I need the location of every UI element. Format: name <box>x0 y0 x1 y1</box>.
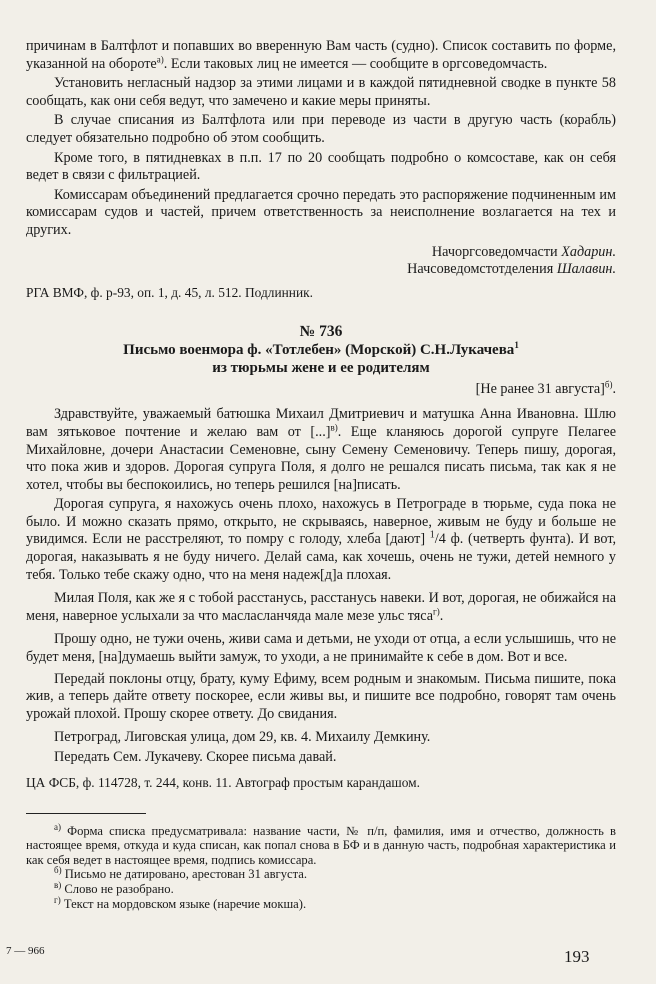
archive-source-2: ЦА ФСБ, ф. 114728, т. 244, конв. 11. Автограф простым карандашом. <box>26 774 421 790</box>
letter-paragraph-4: Прошу одно, не тужи очень, живи сама и детьми, не уходи от отца, а если услышишь, что не будет меня, [на]думаешь выйти замуж, то уходи, а не принимайте к себе в дом. Вот и все. <box>26 631 616 666</box>
signature-1: Начоргсоведомчасти Хадарин. <box>431 243 616 260</box>
footnote-a: $^{а)}$ Форма списка предусматривала: название части, № п/п, фамилия, имя и отчество, должность в настоящее время, откуда и куда списан, как попал снова в БФ и в данную часть, подробная характеристика и как себя ведет в настоящее время, подпись комиссара. <box>26 821 616 867</box>
document-date: [Не ранее 31 августа]$^{б)}$. <box>475 378 616 397</box>
signature-2: Начсоведомстотделения Шалавин. <box>407 261 616 278</box>
top-paragraph-3: В случае списания из Балтфлота или при переводе из части в другую часть (корабль) следует обязательно подробно об этом сообщить. <box>26 112 616 146</box>
letter-paragraph-5: Передай поклоны отцу, брату, куму Ефиму, всем родным и знакомым. Письма пишите, пока жив, а теперь дайте ответу поскорее, если живы вы, и пишите все подробно, говорят там очень урожай плохой. Прошу скорее ответу. До свидания. <box>26 670 616 722</box>
letter-paragraph-3: Милая Поля, как же я с тобой расстанусь, расстанусь навеки. И вот, дорогая, не обижайся на меня, наверное услыхали за что масласланчяда мале мезе ульс тяса$^{г)}$. <box>26 590 616 624</box>
footnote-g: $^{г)}$ Текст на мордовском языке (наречие мокша). <box>54 894 307 911</box>
document-number: № 736 <box>299 322 343 340</box>
top-paragraph-4: Кроме того, в пятидневках в п.п. 17 по 20 сообщать подробно о комсоставе, как он себя ведет в связи с фильтрацией. <box>26 149 616 184</box>
letter-pass-on: Передать Сем. Лукачеву. Скорее письма давай. <box>54 749 337 765</box>
document-title-line-1: Письмо военмора ф. «Тотлебен» (Морской) С.Н.Лукачева$^1$ <box>123 339 519 358</box>
top-paragraph-2: Установить негласный надзор за этими лицами и в каждой пятидневной сводке в пункте 58 сообщать, как они себя ведут, что замечено и какие меры приняты. <box>26 75 616 109</box>
page-number: 193 <box>564 947 590 966</box>
letter-paragraph-1: Здравствуйте, уважаемый батюшка Михаил Дмитриевич и матушка Анна Ивановна. Шлю вам зятьковое почтение и желаю вам от [...]$^{в)}$. Еще кланяюсь дорогой супруге Пелагее Михайловне, дочери Анастасии Семеновне, сыну Семену Семеновичу. Теперь пишу, дорогая, что пока жив и здоров. Дорогая супруга Поля, я долго не решался писать письма, так как я не хотел, чтобы вы беспокоились, но теперь решился [на]писать. <box>26 406 616 493</box>
top-paragraph-1: причинам в Балтфлот и попавших во вверенную Вам часть (судно). Список составить по форме, указанной на обороте$^{а)}$. Если таковых лиц не имеется — сообщите в оргсоведомчасть. <box>26 38 616 72</box>
letter-address: Петроград, Лиговская улица, дом 29, кв. 4. Михаилу Демкину. <box>54 729 431 746</box>
footnote-ref-a: а) <box>156 53 164 64</box>
signature-code: 7 — 966 <box>6 945 45 957</box>
top-paragraph-5: Комиссарам объединений предлагается срочно передать это распоряжение подчиненным им комиссарам судов и частей, причем ответственность за неисполнение возлагается на тех и других. <box>26 186 616 238</box>
letter-paragraph-2: Дорогая супруга, я нахожусь очень плохо, нахожусь в Петрограде в тюрьме, суда пока не было. И можно сказать прямо, открыто, не скрываясь, наверное, живым не буду и больше не увидимся. Если не расстреляют, то помру с голоду, хлеба [дают] $^1$/4 ф. (четверть фунта). И вот, дорогая, наказывать я не буду ничего. Делай сама, как хочешь, очень не тужи, детей немного у тебя. Только тебе скажу одно, что на меня надеж[д]а плохая. <box>26 496 616 583</box>
footnote-divider <box>26 813 146 814</box>
archive-source-1: РГА ВМФ, ф. р-93, оп. 1, д. 45, л. 512. Подлинник. <box>26 284 313 300</box>
document-title-line-2: из тюрьмы жене и ее родителям <box>212 359 430 376</box>
footnote-v: $^{в)}$ Слово не разобрано. <box>54 879 174 896</box>
footnote-b: $^{б)}$ Письмо не датировано, арестован 31 августа. <box>54 865 308 882</box>
